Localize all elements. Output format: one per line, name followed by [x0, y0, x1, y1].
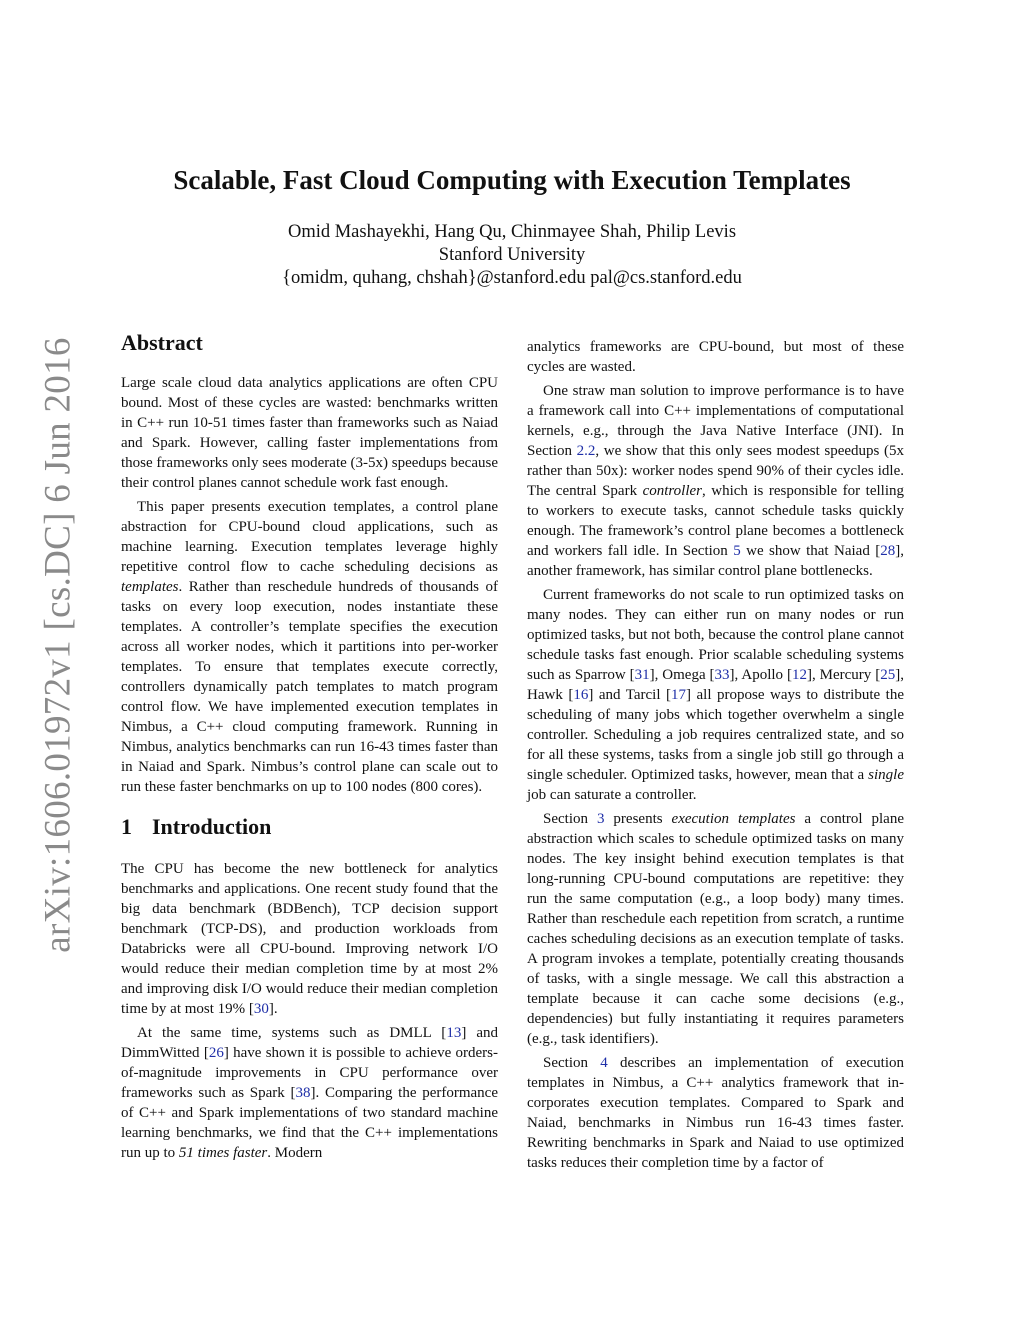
author-names: Omid Mashayekhi, Hang Qu, Chinmayee Shah, Philip Levis — [287, 222, 737, 242]
citation-link[interactable]: 16 — [573, 687, 589, 703]
section-link[interactable]: 3 — [596, 811, 605, 827]
intro-paragraph-2: At the same time, systems such as DMLL [13] and DimmWitted [26] have shown it is possible to achieve orders-of-magnitude improvements in CPU performance over frameworks such as Spark [38]. Comparing the performance of C++ and Spark implementations of two standard machine learning benchmarks, we find that the C++ implementations run up to 51 times faster. Modern — [121, 1025, 499, 1161]
emphasis: single — [868, 767, 904, 783]
section-link[interactable]: 4 — [600, 1055, 608, 1071]
right-paragraph-1: analytics frameworks are CPU-bound, but most of these cycles are wasted. — [527, 339, 904, 375]
left-column — [121, 329, 498, 1163]
citation-link[interactable]: 28 — [880, 543, 896, 559]
arxiv-stamp: arXiv:1606.01972v1 [cs.DC] 6 Jun 2016 — [37, 337, 79, 953]
citation-link[interactable]: 30 — [253, 1001, 269, 1017]
emphasis: templates — [121, 579, 179, 595]
citation-link[interactable]: 31 — [634, 667, 650, 683]
author-block — [0, 221, 1024, 290]
right-paragraph-4: Section 3 presents execution templates a control plane abstraction which scales to schedule optimized tasks on many nodes. The key insight behind execution templates is that long-running CPU-bound computations are repetitive: they run the same computation (e.g., a loop body) many times. Rather than reschedule each repetition from scratch, a runtime caches scheduling decisions as an execution template of tasks. A program invokes a template, potentially creating thousands of tasks, with a single message. We call this abstraction a template because it can cache some decisions (e.g., dependencies) but fully instantiating it requires parameters (e.g., task identifiers). — [527, 811, 904, 1047]
right-paragraph-2: One straw man solution to improve performance is to have a framework call into C++ implementations of computational kernels, e.g., through the Java Native Interface (JNI). In Section 2.2, we show that this only sees modest speedups (5x rather than 50x): worker nodes spend 90% of their cycles idle. The central Spark controller, which is responsible for telling to workers to execute tasks, cannot schedule tasks quickly enough. The framework’s control plane becomes a bottleneck and workers fall idle. In Section 5 we show that Naiad [28], another framework, has similar control plane bottlenecks. — [527, 383, 904, 579]
intro-paragraph-1: The CPU has become the new bottleneck for analytics benchmarks and applications. One recent study found that the big data benchmark (BDBench), TCP decision support benchmark (TCP-DS), and production workloads from Databricks were all CPU-bound. Improving network I/O would reduce their median completion time by at most 2% and improving disk I/O would reduce their median completion time by at most 19% [30]. — [121, 861, 498, 1017]
abstract-paragraph-1: Large scale cloud data analytics applications are often CPU bound. Most of these cycles are wasted: benchmarks written in C++ run 10-51 times faster than frameworks such as Naiad and Spark. However, calling faster implementations from those frameworks only sees moderate (3-5x) speedups because their control planes cannot schedule work fast enough. — [121, 375, 498, 491]
section-link[interactable]: 5 — [733, 543, 741, 559]
citation-link[interactable]: 25 — [880, 667, 896, 683]
emphasis: controller — [642, 483, 703, 499]
emphasis: execution templates — [671, 811, 796, 827]
paper-title: Scalable, Fast Cloud Computing with Execution Templates — [173, 165, 851, 195]
citation-link[interactable]: 26 — [208, 1045, 224, 1061]
citation-link[interactable]: 12 — [791, 667, 807, 683]
abstract-heading: Abstract — [121, 330, 203, 355]
section-heading-introduction — [121, 813, 498, 841]
citation-link[interactable]: 17 — [671, 687, 686, 703]
citation-link[interactable]: 33 — [714, 667, 730, 683]
citation-link[interactable]: 38 — [295, 1085, 311, 1101]
abstract-paragraph-2: This paper presents execution templates, a control plane abstraction for CPU-bound cloud applications, such as machine learning. Execution templates leverage highly repetitive control flow to cache scheduling decisions as templates. Rather than reschedule hundreds of thousands of tasks on every loop execution, nodes instantiate these templates. A controller’s template specifies the execution across all worker nodes, which it partitions into per-worker templates. To ensure that templates execute correctly, controllers dynamically patch templates to match program control flow. We have implemented execution templates in Nimbus, a C++ cloud computing framework. Running in Nimbus, analytics benchmarks can run 16-43 times faster than in Naiad and Spark. Nimbus’s control plane can scale out to run these faster benchmarks on up to 100 nodes (800 cores). — [121, 499, 498, 795]
section-link[interactable]: 2.2 — [576, 443, 596, 459]
affiliation: Stanford University — [438, 245, 586, 265]
citation-link[interactable]: 13 — [446, 1025, 462, 1041]
right-paragraph-5: Section 4 describes an implementation of execution templates in Nimbus, a C++ analytics framework that incorporates execution templates. Compared to Spark and Naiad, benchmarks in Nimbus run 16-43 times faster. Rewriting benchmarks in Spark and Naiad to use optimized tasks reduces their completion time by a factor of — [527, 1055, 904, 1171]
author-emails: {omidm, quhang, chshah}@stanford.edu pal@cs.stanford.edu — [282, 268, 742, 288]
emphasis: 51 times faster — [178, 1145, 268, 1161]
section-title: Introduction — [152, 814, 272, 839]
right-column — [527, 337, 904, 1173]
section-number: 1 — [121, 814, 132, 839]
right-paragraph-3: Current frameworks do not scale to run optimized tasks on many nodes. They can either run on many nodes or run optimized tasks, but not both, because the control plane cannot schedule tasks fast enough. Prior scalable scheduling systems such as Sparrow [31], Omega [33], Apollo [12], Mercury [25], Hawk [16] and Tarcil [17] all propose ways to distribute the scheduling of many jobs which together overwhelm a single controller. Scheduling a job requires centralized state, and so for all these systems, tasks from a single job still go through a single scheduler. Optimized tasks, however, mean that a single job can saturate a controller. — [527, 587, 904, 803]
